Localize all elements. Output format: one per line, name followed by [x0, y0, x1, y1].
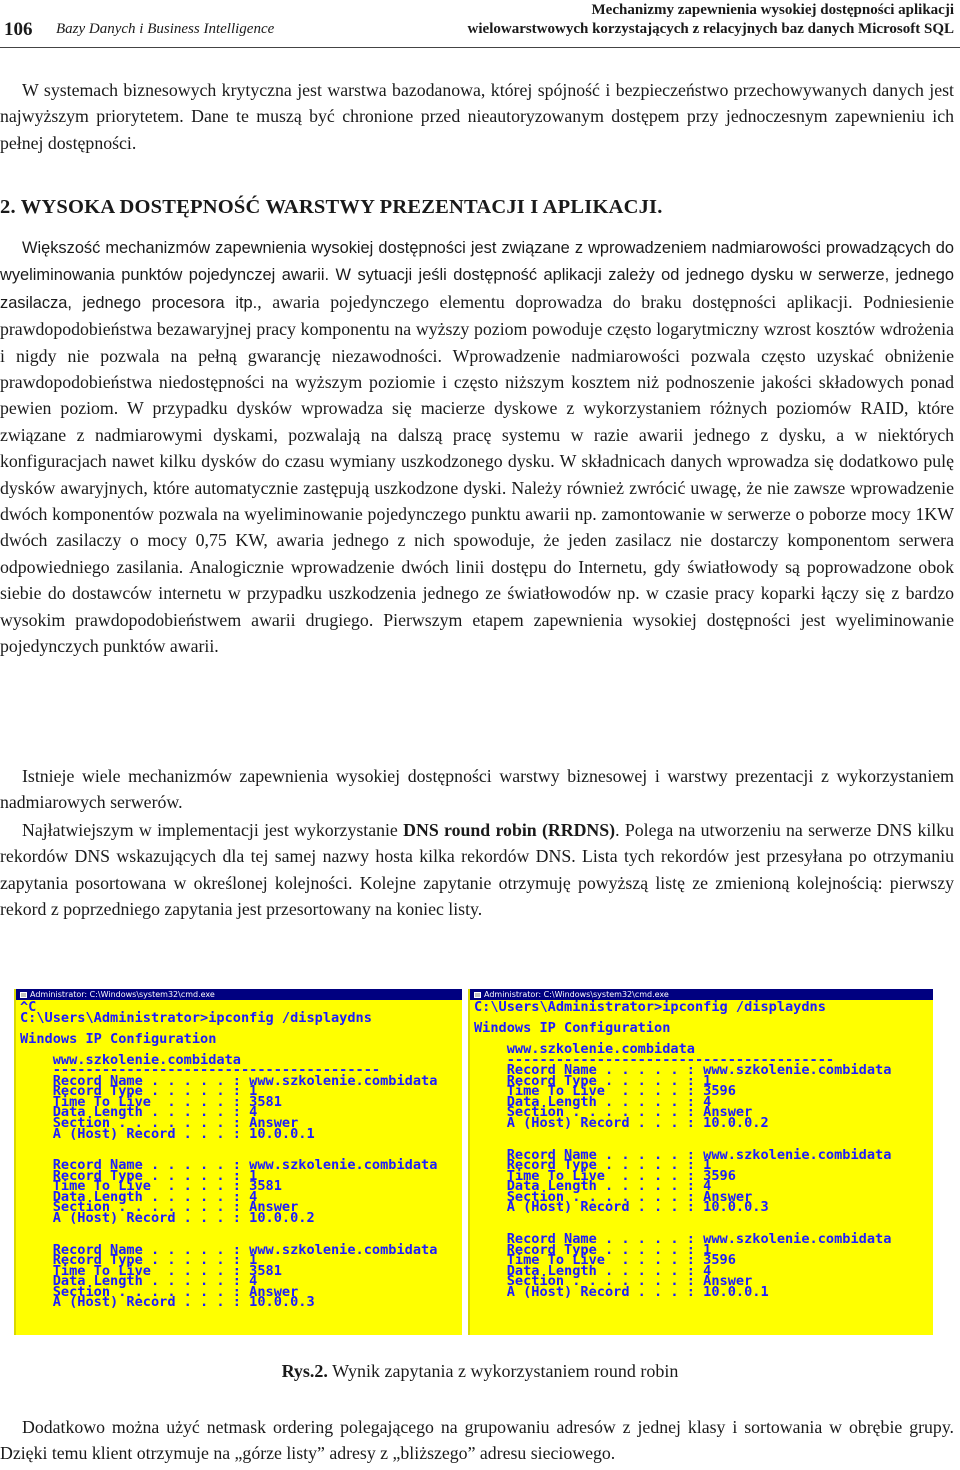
- figure-label: Rys.2.: [281, 1361, 328, 1381]
- figure-caption: [0, 1361, 960, 1382]
- figure-caption-text: Wynik zapytania z wykorzystaniem round robin: [327, 1361, 679, 1381]
- body-paragraph-1: [0, 234, 954, 660]
- section-heading: 2. WYSOKA DOSTĘPNOŚĆ WARSTWY PREZENTACJI I APLIKACJI.: [0, 196, 663, 218]
- header-divider: [0, 47, 960, 48]
- console-output: ^C C:\Users\Administrator>ipconfig /displaydns Windows IP Configuration www.szkolenie.combidata ---------------------------------------- Record Name . . . . . : www.szkolenie.combidata Record Type . . . . . : 1 Time To Live . . . . : 3581 Data Length . . . . . : 4 Section . . . . . . . : Answer A (Host) Record . . . : 10.0.0.1 Record Name . . . . . : www.szkolenie.combidata Record Type . . . . . : 1 Time To Live . . . . : 3581 Data Length . . . . . : 4 Section . . . . . . . : Answer A (Host) Record . . . : 10.0.0.2 Record Name . . . . . : www.szkolenie.combidata Record Type . . . . . : 1 Time To Live . . . . : 3581 Data Length . . . . . : 4 Section . . . . . . . : Answer A (Host) Record . . . : 10.0.0.3: [20, 999, 438, 1311]
- page-header: [0, 0, 960, 52]
- body-paragraph-2: Istnieje wiele mechanizmów zapewnienia wysokiej dostępności warstwy biznesowej i warstwy prezentacji z wykorzystaniem nadmiarowych serwerów.: [0, 766, 954, 813]
- rrdns-term: DNS round robin (RRDNS): [403, 820, 616, 840]
- paragraph-1-sans-part: Większość mechanizmów zapewnienia wysokiej dostępności jest związane z wprowadzeniem nadmiarowości prowadzących do wyeliminowania punktów pojedynczej awarii. W sytuacji jeśli dostępność aplikacji zależy od jednego dysku w serwerze, jednego zasilacza, jednego procesora itp.: [0, 239, 954, 312]
- console-screenshot-right: [468, 989, 933, 1335]
- chapter-title-line2: wielowarstwowych korzystających z relacyjnych baz danych Microsoft SQL: [467, 21, 954, 37]
- book-title: Bazy Danych i Business Intelligence: [56, 21, 275, 37]
- console-titlebar: [16, 989, 462, 1000]
- chapter-title: [468, 1, 954, 39]
- console-screenshot-left: [14, 989, 462, 1335]
- body-paragraph-3: [0, 817, 954, 923]
- cmd-window-icon: [474, 992, 481, 998]
- page-number: 106: [4, 19, 33, 40]
- intro-paragraph: W systemach biznesowych krytyczna jest warstwa bazodanowa, której spójność i bezpieczeństwo przechowywanych danych jest najwyższym priorytetem. Dane te muszą być chronione przed nieautoryzowanym dostępem przy jednoczesnym zapewnieniu ich pełnej dostępności.: [0, 80, 954, 153]
- console-title: Administrator: C:\Windows\system32\cmd.exe: [484, 990, 669, 999]
- cmd-window-icon: [20, 992, 27, 998]
- paragraph-1-serif-part: , awaria pojedynczego elementu doprowadza do braku dostępności aplikacji. Podniesienie prawdopodobieństwa bezawaryjnej pracy komponentu na wyższy poziom powoduje często logarytmiczny wzrost kosztów wdrożenia i nigdy nie pozwala na pełną gwarancję niezawodności. Wprowadzenie nadmiarowości pozwala często uzyskać obniżenie prawdopodobieństwa niedostępności na wyższym poziomie i często niższym kosztem niż podnoszenie jakości składowych ponad pewien poziom. W przypadku dysków wprowadza się macierze dyskowe z wykorzystaniem różnych poziomów RAID, które związane z nadmiarowymi dyskami, pozwalają na dalszą pracę systemu w razie awarii jednego z dysku, a w niektórych konfiguracjach nawet kilku dysków do czasu wymiany uszkodzonego dysku. W składnicach danych wprowadza się dodatkowo pulę dysków awaryjnych, które automatycznie zastępują uszkodzone dyski. Należy również zwrócić uwagę, że nie zawsze wprowadzenie dwóch komponentów pozwala na wyeliminowanie pojedynczego punktu awarii np. zamontowanie w serwerze o poborze mocy 1KW dwóch zasilaczy o mocy 0,75 KW, awaria jednego z nich spowoduje, że jeden zasilacz nie dostarczy komponentom serwera odpowiedniego zasilania. Analogicznie wprowadzenie dwóch linii dostępu do Internetu, gdy światłowody są poprowadzone obok siebie do dostawców internetu w przypadku uszkodzenia jednego ze światłowodów np. w czasie pracy koparki łączy się z bardzo wysokim prawdopodobieństwem awarii drugiego. Pierwszym etapem zapewnienia wysokiej dostępności jest wyeliminowanie pojedynczych punktów awarii.: [0, 291, 954, 657]
- console-title: Administrator: C:\Windows\system32\cmd.exe: [30, 990, 215, 999]
- paragraph-3-lead: Najłatwiejszym w implementacji jest wykorzystanie: [22, 820, 404, 840]
- paragraph-3-rest: . Polega na utworzeniu na serwerze DNS kilku rekordów DNS wskazujących dla tej samej nazwy hosta kilka rekordów DNS. Lista tych rekordów jest przesyłana po otrzymaniu zapytania posortowana w określonej kolejności. Kolejne zapytanie otrzymuję powyższą listę ze zmienioną kolejnością: pierwszy rekord z poprzedniego zapytania jest przesortowany na koniec listy.: [0, 820, 955, 920]
- body-paragraph-4: Dodatkowo można użyć netmask ordering polegającego na grupowaniu adresów z jednej klasy i sortowania w obrębie grupy. Dzięki temu klient otrzymuje na „górze listy” adresy z „bliższego” adresu sieciowego.: [0, 1417, 954, 1464]
- chapter-title-line1: Mechanizmy zapewnienia wysokiej dostępności aplikacji: [591, 2, 954, 18]
- console-output: C:\Users\Administrator>ipconfig /displaydns Windows IP Configuration www.szkolenie.combidata ---------------------------------------- Record Name . . . . . : www.szkolenie.combidata Record Type . . . . . : 1 Time To Live . . . . : 3596 Data Length . . . . . : 4 Section . . . . . . . : Answer A (Host) Record . . . : 10.0.0.2 Record Name . . . . . : www.szkolenie.combidata Record Type . . . . . : 1 Time To Live . . . . : 3596 Data Length . . . . . : 4 Section . . . . . . . : Answer A (Host) Record . . . : 10.0.0.3 Record Name . . . . . : www.szkolenie.combidata Record Type . . . . . : 1 Time To Live . . . . : 3596 Data Length . . . . . : 4 Section . . . . . . . : Answer A (Host) Record . . . : 10.0.0.1: [474, 999, 892, 1300]
